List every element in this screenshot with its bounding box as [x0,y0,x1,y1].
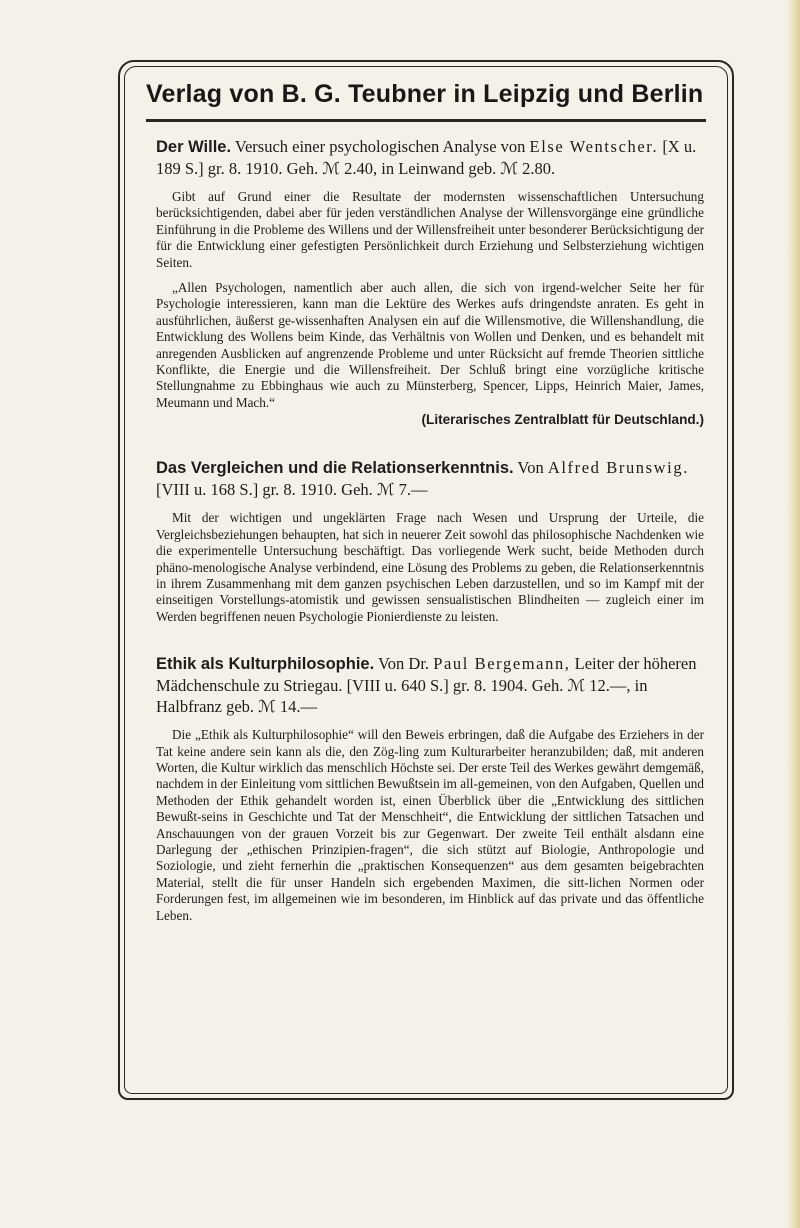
header-rule [146,119,706,122]
title-text: Versuch einer psychologischen Analyse von [231,137,530,156]
book-details: Leiter der höheren Mädchenschule zu Striegau. [VIII u. 640 S.] gr. 8. 1904. Geh. ℳ 12.—, in Halbfranz geb. ℳ 14.— [156,654,697,717]
book-author: Alfred Brunswig. [547,458,689,478]
book-title-line [156,653,704,717]
book-title-line [156,457,704,500]
book-title: Ethik als Kulturphilosophie. [156,655,375,674]
review-source: (Literarisches Zentralblatt für Deutschland.) [421,412,704,428]
publisher-header: Verlag von B. G. Teubner in Leipzig und Berlin [146,80,704,108]
book-title: Der Wille. [156,138,232,156]
book-title-line [156,136,704,179]
book-description: Gibt auf Grund einer die Resultate der modernsten wissenschaftlichen Untersuchung berücksichtigenden, dabei aber für jeden verständlichen Analyse der Willensvorgänge eine gründliche Einführung in die Probleme des Willens und der Willensfreiheit unter besonderer Berücksichtigung der für die Entwicklung einer gefestigten Persönlichkeit durch Erziehung und Selbsterziehung wichtigen Seiten. [156,189,704,270]
book-description: Mit der wichtigen und ungeklärten Frage nach Wesen und Ursprung der Urteile, die Vergleichsbeziehungen behaupten, hat sich in neuerer Zeit sowohl das philosophische Nachdenken wie die experimentelle Untersuchung beschäftigt. Das vorliegende Werk sucht, beide Methoden durch phäno-menologische Analyse verbindend, eine Lösung des Problems zu geben, die Relationserkenntnis in ihrem Zusammenhang mit dem ganzen psychischen Leben darzustellen, und so im Kampf mit der einseitigen Vorstellungs-atomistik und gewissen sensualistischen Blindheiten — zugleich einer im Werden begriffenen neuen Psychologie Pionierdienste zu leisten. [156,510,704,624]
book-author: Else Wentscher. [529,137,659,156]
title-text: Von [513,458,548,478]
page-edge-shadow [786,0,800,1228]
title-text: Von Dr. [374,654,434,674]
book-entry-wille [156,136,704,427]
book-entry-ethik [156,653,704,924]
book-description: Die „Ethik als Kulturphilosophie“ will den Beweis erbringen, daß die Aufgabe des Erziehers in der Tat keine andere sein kann als die, den Zög-ling zum Kulturarbeiter heranzubilden; daß, mit anderen Worten, die Kultur wirklich das menschlich Höchste sei. Der erste Teil des Werkes gewährt demgemäß, nachdem in der Einleitung vom sittlichen Bewußtsein im all-gemeinen, von den Aufgaben, Quellen und Methoden der Ethik gehandelt worden ist, einen Überblick über die „Entwicklung des sittlichen Bewußt-seins in Geschichte und Tat der Menschheit“, die Entwicklung der sittlichen Tatsachen und Anschauungen von der grauen Vorzeit bis zur Gegenwart. Der zweite Teil enthält alsdann eine Darlegung der „ethischen Prinzipien-fragen“, die sich stützt auf Biologie, Anthropologie und Soziologie, und zieht fernerhin die „praktischen Konsequenzen“ aus dem gesamten beigebrachten Material, stellt die für unser Handeln sich ergebenden Maximen, die sitt-lichen Normen oder Forderungen fest, im allgemeinen wie im besonderen, im Hinblick auf das private und das öffentliche Leben. [156,727,704,923]
book-title: Das Vergleichen und die Relationserkenntnis. [156,459,514,478]
book-details: [X u. 189 S.] gr. 8. 1910. Geh. ℳ 2.40, in Leinwand geb. ℳ 2.80. [156,137,697,178]
review-quote: „Allen Psychologen, namentlich aber auch allen, die sich von irgend-welcher Seite her für Psychologie interessieren, kann man die Lektüre des Werkes aufs dringendste anraten. Es geht in ausführlichen, äußerst ge-wissenhaften Analysen ein auf die Willensmotive, die Willenshandlung, die Entwicklung des Wollens beim Kinde, das Verhältnis von Wollen und Denken, und es behandelt mit anregenden Ausblicken auf angrenzende Probleme und unter Rücksicht auf fremde Theorien sittliche Konflikte, die Energie und die Willensfreiheit. Der Schluß bringt eine vorzügliche kritische Stellungnahme zu Ebbinghaus wie auch zu Münsterberg, Spencer, Lipps, Heinrich Maier, James, Meumann und Mach.“ [156,280,704,410]
book-author: Paul Bergemann, [433,654,571,674]
advertisement-page [138,74,718,924]
book-details: [VIII u. 168 S.] gr. 8. 1910. Geh. ℳ 7.— [156,480,428,500]
book-entry-vergleichen [156,457,704,625]
